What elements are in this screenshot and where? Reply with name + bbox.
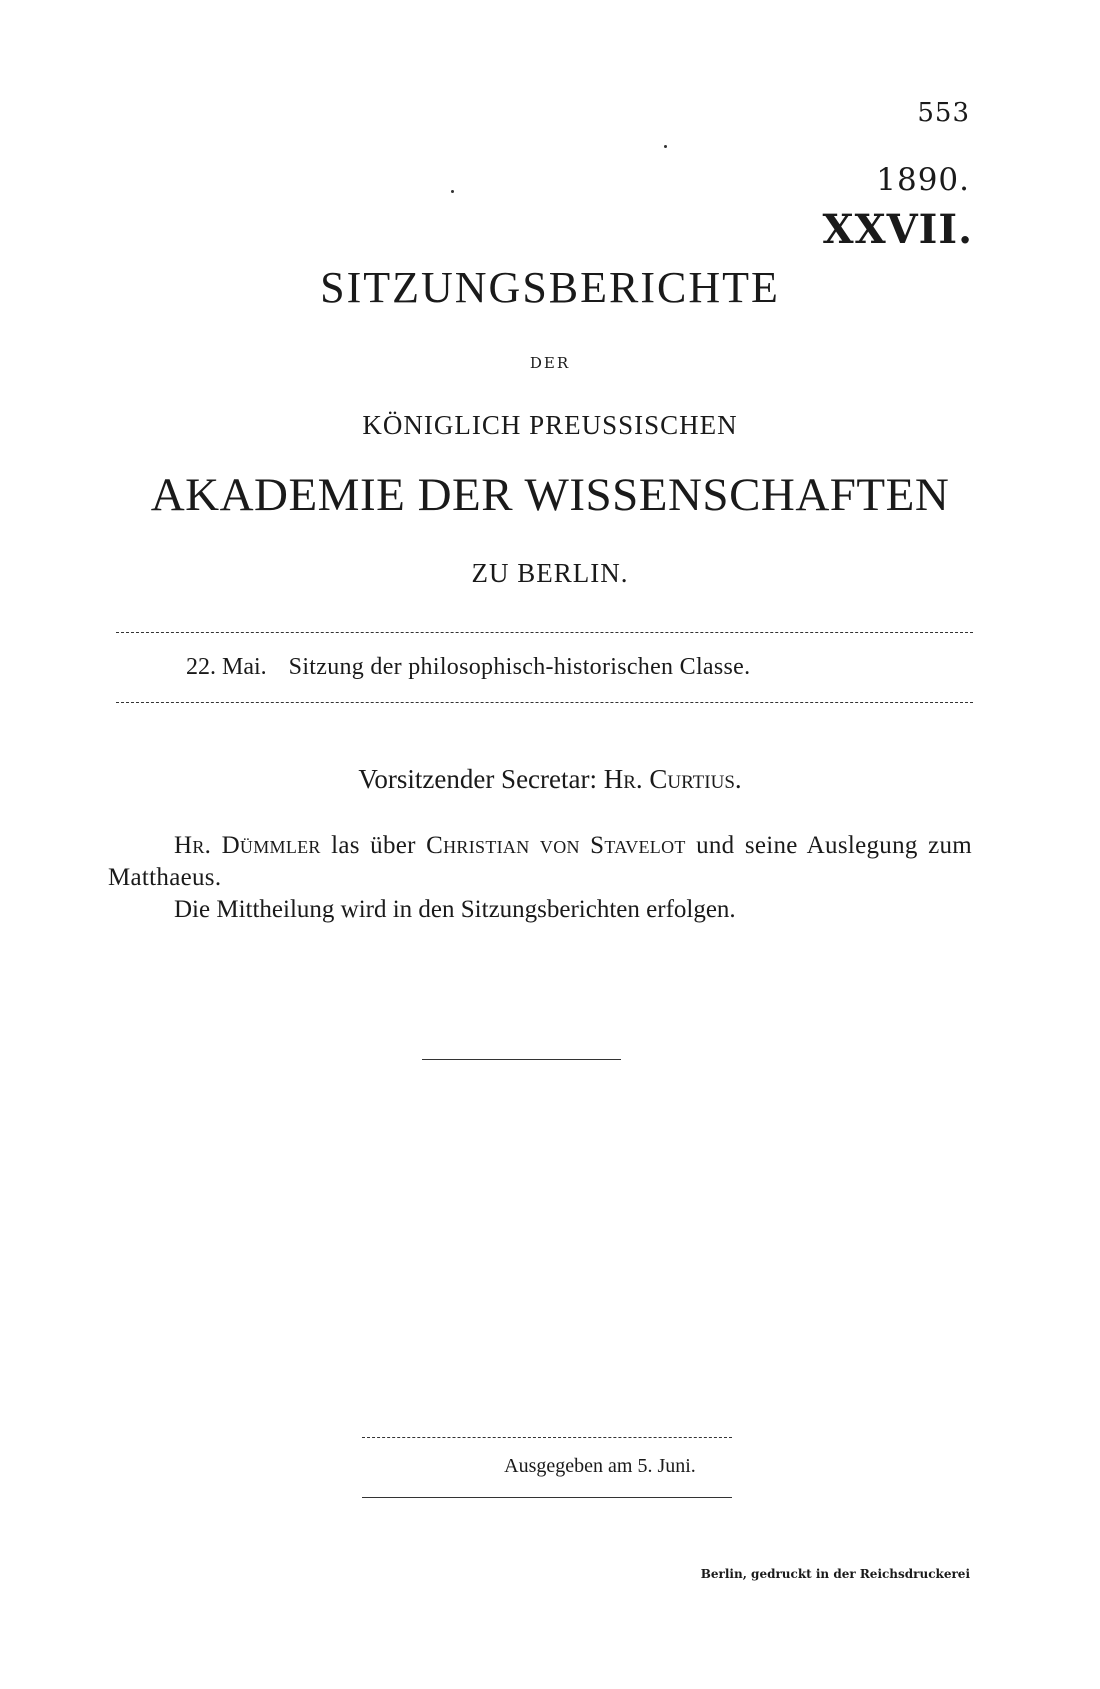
secretary-line [0, 764, 1100, 795]
title-city: ZU BERLIN. [471, 558, 629, 588]
print-speck [451, 190, 454, 193]
separator-rule [422, 1059, 621, 1060]
report-text [108, 830, 972, 926]
report-note: Die Mittheilung wird in den Sitzungsberichten erfolgen. [174, 896, 736, 923]
session-date: 22. Mai. [186, 654, 267, 680]
year: 1890. [876, 162, 970, 198]
printer-note: Berlin, gedruckt in der Reichsdruckerei [700, 1567, 970, 1581]
bottom-rule [116, 702, 973, 703]
title-royal: KÖNIGLICH PREUSSISCHEN [362, 410, 738, 440]
report-verb: las über [331, 832, 416, 859]
issued-top-rule [362, 1437, 732, 1438]
secretary-label: Vorsitzender Secretar: [358, 764, 597, 794]
secretary-name: Hr. Curtius. [603, 764, 742, 794]
session-line [186, 654, 750, 681]
report-paragraph [108, 830, 972, 894]
title-der: DER [529, 354, 571, 372]
issued-date: Ausgegeben am 5. Juni. [504, 1455, 696, 1477]
issue-number: XXVII. [822, 206, 973, 253]
top-rule [116, 632, 973, 633]
report-subject: Christian von Stavelot [426, 832, 686, 859]
print-speck [664, 145, 667, 148]
report-rest: und seine Auslegung zum Matthaeus. [108, 832, 973, 891]
publication-title: SITZUNGSBERICHTE [320, 263, 780, 312]
page-number: 553 [917, 98, 970, 128]
title-academy: AKADEMIE DER WISSENSCHAFTEN [150, 469, 950, 521]
speaker-name: Hr. Dümmler [174, 832, 321, 859]
issued-bottom-rule [362, 1497, 732, 1498]
session-description: Sitzung der philosophisch-historischen Classe. [288, 654, 751, 680]
